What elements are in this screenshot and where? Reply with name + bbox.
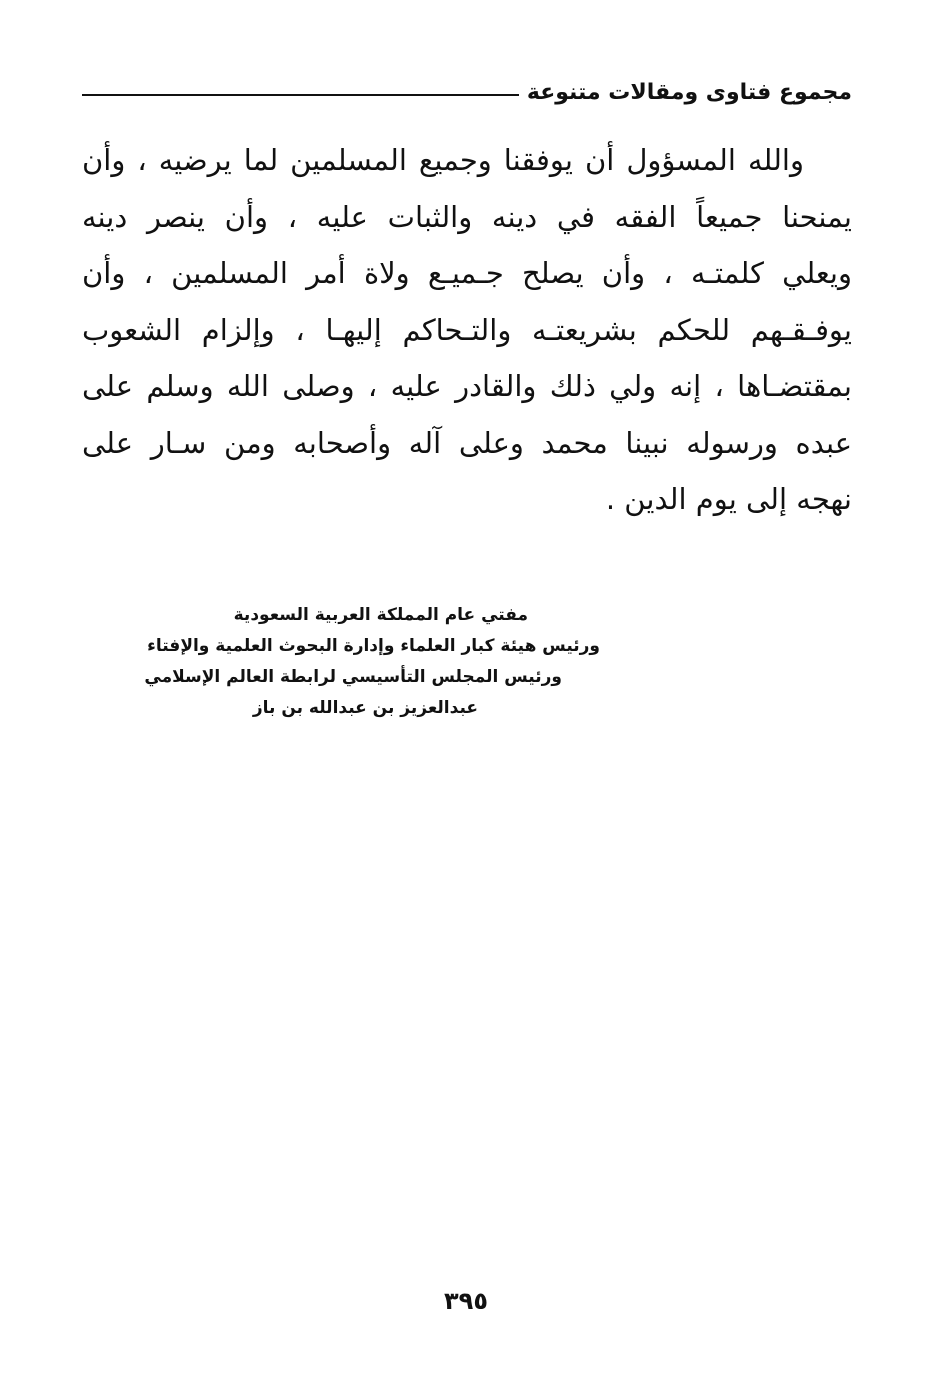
body-line-5: بمقتضـاها ، إنه ولي ذلك والقادر عليه ، وصلى الله وسلم على — [82, 369, 852, 403]
signature-name: عبدالعزيز بن عبدالله بن باز — [252, 698, 478, 718]
signature-title-league: ورئيس المجلس التأسيسي لرابطة العالم الإسلامي — [144, 667, 562, 687]
header-rule — [82, 94, 519, 96]
body-line-2: يمنحنا جميعاً الفقه في دينه والثبات عليه ، وأن ينصر دينه — [82, 199, 852, 234]
page-number: ٣٩٥ — [444, 1287, 488, 1315]
signature-block — [120, 600, 600, 724]
body-line-7: نهجه إلى يوم الدين . — [605, 482, 852, 516]
body-line-3: ويعلي كلمتـه ، وأن يصلح جـميـع ولاة أمر المسلمين ، وأن — [82, 256, 852, 290]
running-title: مجموع فتاوى ومقالات متنوعة — [526, 79, 852, 105]
body-line-4: يوفـقـهم للحكم بشريعتـه والتـحاكم إليهـا ، وإلزام الشعوب — [82, 312, 852, 347]
body-line-6: عبده ورسوله نبينا محمد وعلى آله وأصحابه ومن سـار على — [82, 425, 852, 460]
body-line-1: والله المسؤول أن يوفقنا وجميع المسلمين لما يرضيه ، وأن — [82, 143, 804, 177]
running-header — [82, 72, 852, 112]
signature-title-mufti: مفتي عام المملكة العربية السعودية — [233, 605, 528, 625]
body-paragraph — [82, 132, 852, 528]
signature-title-council: ورئيس هيئة كبار العلماء وإدارة البحوث العلمية والإفتاء — [147, 636, 600, 656]
